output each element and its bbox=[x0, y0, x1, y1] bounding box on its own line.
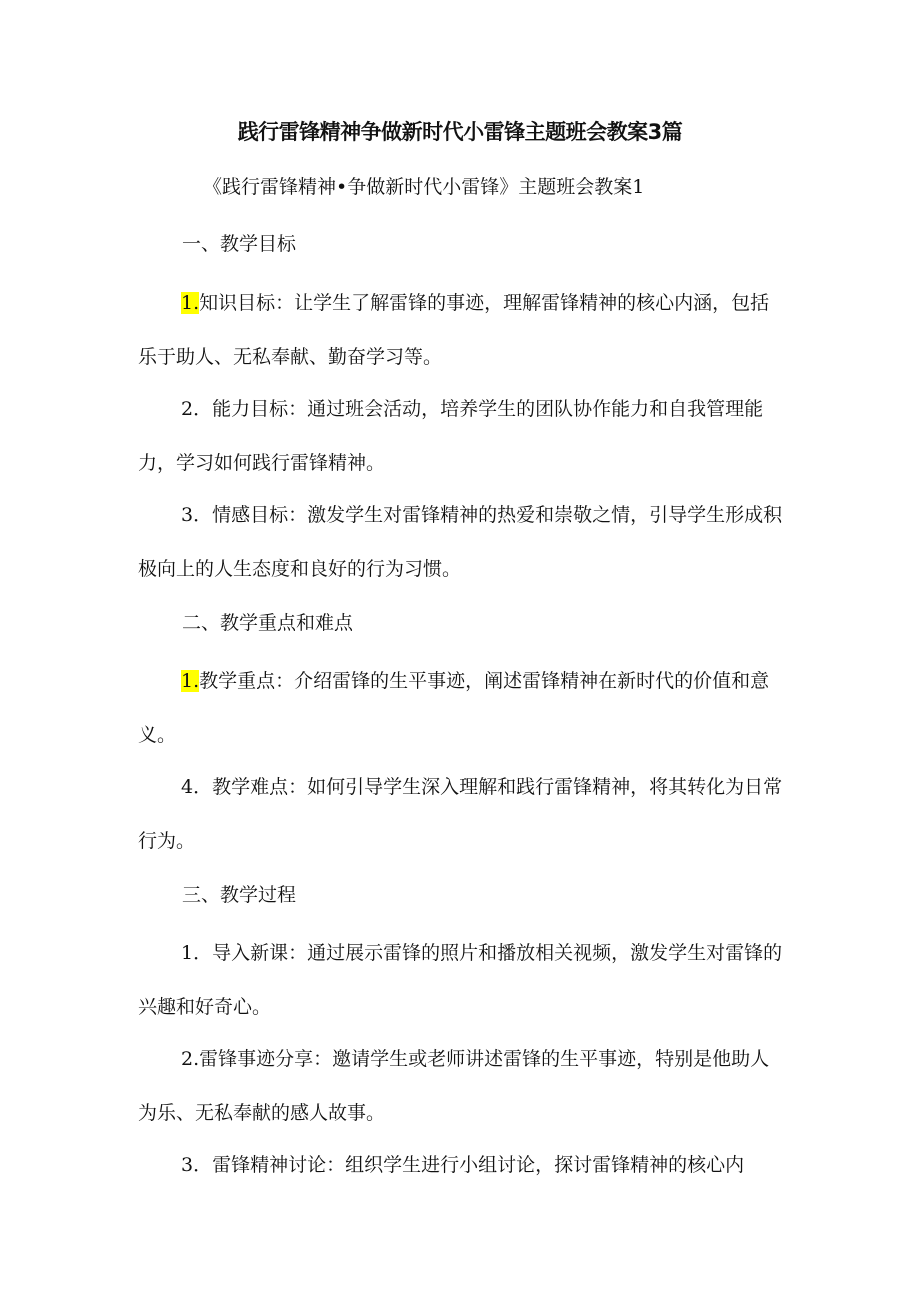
paragraph-text: 导入新课：通过展示雷锋的照片和播放相关视频，激发学生对雷锋的兴趣和好奇心。 bbox=[138, 942, 783, 1018]
paragraph-text: 教学重点：介绍雷锋的生平事迹，阐述雷锋精神在新时代的价值和意义。 bbox=[138, 670, 770, 746]
section-heading-key-points: 二、教学重点和难点 bbox=[182, 612, 354, 634]
document-title: 践行雷锋精神争做新时代小雷锋主题班会教案3篇 bbox=[237, 120, 683, 144]
paragraph-objective-3 bbox=[138, 488, 788, 596]
paragraph-text: 知识目标：让学生了解雷锋的事迹，理解雷锋精神的核心内涵，包括乐于助人、无私奉献、勤奋学习等。 bbox=[138, 292, 770, 368]
paragraph-text: 情感目标：激发学生对雷锋精神的热爱和崇敬之情，引导学生形成积极向上的人生态度和良好的行为习惯。 bbox=[138, 504, 783, 580]
paragraph-text: 能力目标：通过班会活动，培养学生的团队协作能力和自我管理能力，学习如何践行雷锋精神。 bbox=[138, 398, 764, 474]
document-subtitle: 《践行雷锋精神•争做新时代小雷锋》主题班会教案1 bbox=[203, 176, 645, 198]
paragraph-objective-2 bbox=[138, 382, 788, 490]
paragraph-objective-1 bbox=[138, 276, 788, 384]
item-number: 2． bbox=[181, 398, 213, 420]
paragraph-key-point-1 bbox=[138, 654, 788, 762]
section-heading-objectives: 一、教学目标 bbox=[182, 233, 297, 255]
item-number-highlighted: 1. bbox=[181, 292, 200, 314]
section-heading-process: 三、教学过程 bbox=[182, 884, 297, 906]
paragraph-text: 雷锋事迹分享：邀请学生或老师讲述雷锋的生平事迹，特别是他助人为乐、无私奉献的感人故事。 bbox=[138, 1048, 770, 1124]
item-number: 1． bbox=[181, 942, 213, 964]
paragraph-key-point-2 bbox=[138, 760, 788, 868]
paragraph-process-2 bbox=[138, 1032, 788, 1140]
paragraph-text: 教学难点：如何引导学生深入理解和践行雷锋精神，将其转化为日常行为。 bbox=[138, 776, 783, 852]
paragraph-process-3 bbox=[138, 1138, 788, 1192]
paragraph-process-1 bbox=[138, 926, 788, 1034]
item-number-highlighted: 1. bbox=[181, 670, 200, 692]
item-number: 3． bbox=[181, 504, 213, 526]
item-number: 4． bbox=[181, 776, 213, 798]
item-number: 3． bbox=[181, 1154, 213, 1176]
item-number: 2. bbox=[181, 1048, 200, 1070]
paragraph-text: 雷锋精神讨论：组织学生进行小组讨论，探讨雷锋精神的核心内 bbox=[212, 1154, 745, 1176]
